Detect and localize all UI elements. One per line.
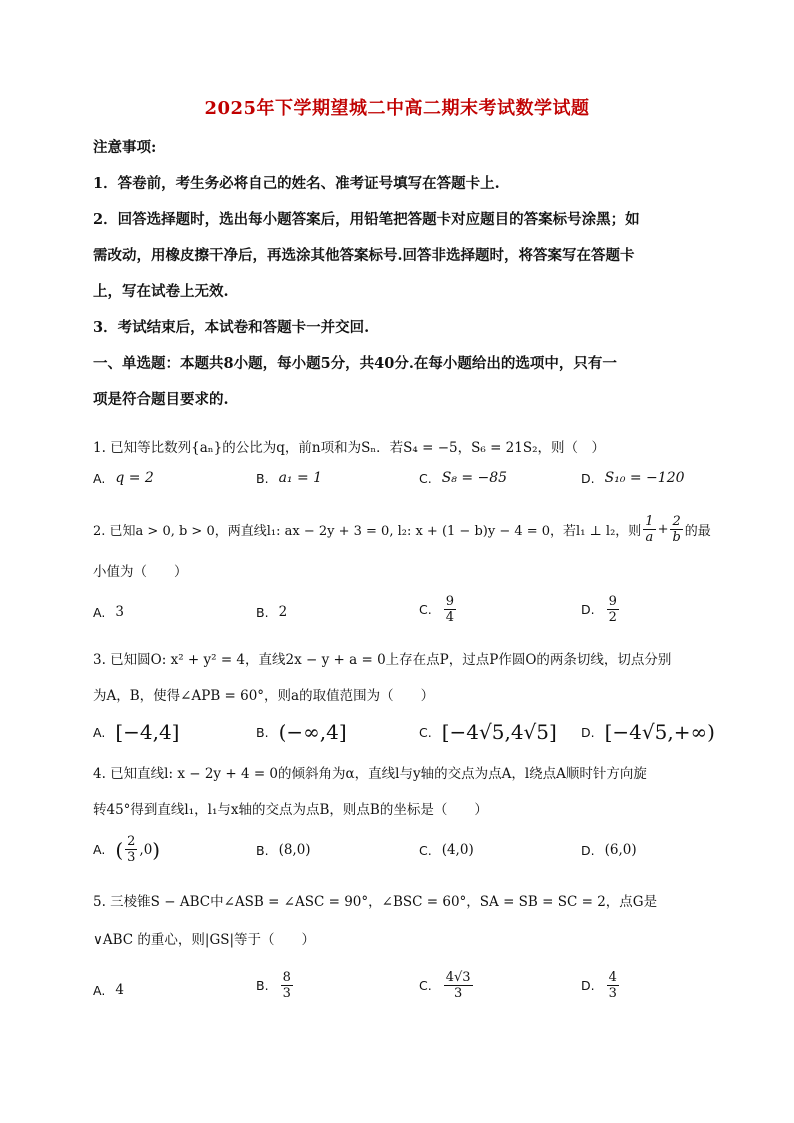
question-5-option-b bbox=[256, 970, 295, 1001]
exam-title: 2025年下学期望城二中高二期末考试数学试题 bbox=[204, 98, 590, 119]
option-label: A. bbox=[93, 724, 106, 740]
option-text: q = 2 bbox=[115, 470, 154, 486]
question-2-stem-part-2: 的最 bbox=[684, 524, 711, 539]
option-label: A. bbox=[93, 470, 106, 486]
option-label: A. bbox=[93, 604, 106, 620]
fraction-denominator: 3 bbox=[608, 986, 617, 1001]
fraction-numerator: 4 bbox=[608, 970, 617, 985]
fraction-denominator: b bbox=[672, 530, 681, 545]
fraction-numerator: 9 bbox=[608, 594, 617, 609]
option-text: (−∞,4] bbox=[278, 720, 347, 744]
option-label: D. bbox=[581, 842, 595, 858]
question-1-option-c bbox=[419, 470, 507, 486]
option-label: D. bbox=[581, 470, 595, 486]
question-5-option-d bbox=[581, 970, 621, 1001]
question-2-stem-part-1: 2. 已知a > 0, b > 0，两直线l₁: ax − 2y + 3 = 0, l₂: x + (1 − b)y − 4 = 0，若l₁ ⊥ l₂，则 bbox=[93, 524, 642, 539]
question-2-fraction-1 bbox=[643, 514, 655, 545]
question-4-option-d bbox=[581, 842, 637, 858]
question-5-option-c bbox=[419, 970, 475, 1001]
question-4-stem-line-1: 4. 已知直线l: x − 2y + 4 = 0的倾斜角为α，直线l与y轴的交点为点A，l绕点A顺时针方向旋 bbox=[93, 766, 647, 782]
option-text: [−4√5,4√5] bbox=[441, 720, 557, 744]
close-paren: ) bbox=[152, 837, 161, 862]
option-text: (6,0) bbox=[604, 842, 637, 858]
question-1-stem: 1. 已知等比数列{aₙ}的公比为q，前n项和为Sₙ．若S₄ = −5，S₆ = 21S₂，则（ ） bbox=[93, 440, 606, 456]
option-text: 2 bbox=[278, 604, 288, 620]
option-fraction bbox=[607, 970, 619, 1001]
question-3-stem-line-2: 为A，B，使得∠APB = 60°，则a的取值范围为（ ） bbox=[93, 688, 435, 704]
option-label: B. bbox=[256, 978, 269, 993]
question-5-stem-line-2: ∨ABC 的重心，则|GS|等于（ ） bbox=[93, 932, 316, 948]
fraction-denominator: a bbox=[645, 530, 654, 545]
question-3-option-b bbox=[256, 720, 347, 744]
fraction-numerator: 2 bbox=[672, 514, 681, 529]
option-label: A. bbox=[93, 842, 106, 857]
question-3-stem-line-1: 3. 已知圆O: x² + y² = 4，直线2x − y + a = 0上存在点P，过点P作圆O的两条切线，切点分别 bbox=[93, 652, 672, 668]
option-text: [−4√5,+∞) bbox=[604, 720, 715, 744]
fraction-denominator: 2 bbox=[608, 610, 617, 625]
notice-item-1: 1．答卷前，考生务必将自己的姓名、准考证号填写在答题卡上. bbox=[93, 175, 500, 192]
notice-item-3: 3．考试结束后，本试卷和答题卡一并交回. bbox=[93, 319, 370, 336]
option-text: 4 bbox=[115, 982, 124, 998]
question-2-fraction-2 bbox=[670, 514, 682, 545]
fraction-denominator: 3 bbox=[127, 850, 136, 865]
question-2-option-a bbox=[93, 604, 124, 620]
notice-heading: 注意事项: bbox=[93, 139, 157, 156]
option-label: C. bbox=[419, 470, 432, 486]
plus-sign: + bbox=[657, 522, 669, 537]
option-text: [−4,4] bbox=[115, 720, 180, 744]
question-5-option-a bbox=[93, 982, 124, 998]
question-2-stem bbox=[93, 514, 711, 545]
option-label: B. bbox=[256, 470, 269, 486]
fraction-numerator: 2 bbox=[127, 834, 136, 849]
question-2-option-b bbox=[256, 604, 287, 620]
option-label: C. bbox=[419, 978, 432, 993]
option-label: D. bbox=[581, 978, 595, 993]
fraction-numerator: 4√3 bbox=[445, 970, 471, 985]
fraction-denominator: 3 bbox=[453, 986, 463, 1001]
fraction-denominator: 3 bbox=[282, 986, 291, 1001]
question-3-option-d bbox=[581, 720, 715, 744]
open-paren: ( bbox=[115, 837, 124, 862]
question-1-option-b bbox=[256, 470, 322, 486]
option-text: (8,0) bbox=[278, 842, 311, 858]
fraction-denominator: 4 bbox=[445, 610, 454, 625]
question-2-option-d bbox=[581, 594, 621, 625]
notice-item-2-line-2: 需改动，用橡皮擦干净后，再选涂其他答案标号.回答非选择题时，将答案写在答题卡 bbox=[93, 247, 635, 264]
option-label: D. bbox=[581, 724, 595, 740]
option-fraction bbox=[444, 970, 473, 1001]
question-4-stem-line-2: 转45°得到直线l₁，l₁与x轴的交点为点B，则点B的坐标是（ ） bbox=[93, 802, 488, 818]
option-label: C. bbox=[419, 842, 432, 858]
option-label: B. bbox=[256, 604, 269, 620]
notice-item-2-line-1: 2．回答选择题时，选出每小题答案后，用铅笔把答题卡对应题目的答案标号涂黑；如 bbox=[93, 211, 640, 228]
question-4-option-c bbox=[419, 842, 474, 858]
question-1-option-a bbox=[93, 470, 154, 486]
option-label: B. bbox=[256, 842, 269, 858]
section-heading-line-1: 一、单选题：本题共8小题，每小题5分，共40分.在每小题给出的选项中，只有一 bbox=[93, 355, 617, 372]
option-fraction bbox=[281, 970, 293, 1001]
section-heading-line-2: 项是符合题目要求的. bbox=[93, 391, 229, 408]
option-label: C. bbox=[419, 724, 432, 740]
option-text: S₈ = −85 bbox=[441, 470, 508, 486]
option-label: B. bbox=[256, 724, 269, 740]
question-2-stem-line-2: 小值为（ ） bbox=[93, 564, 188, 580]
question-4-option-b bbox=[256, 842, 311, 858]
option-fraction bbox=[444, 594, 456, 625]
question-4-option-a bbox=[93, 834, 160, 865]
question-3-option-c bbox=[419, 720, 557, 744]
option-text: (4,0) bbox=[441, 842, 474, 858]
option-label: A. bbox=[93, 982, 106, 998]
option-label: D. bbox=[581, 602, 595, 617]
option-text: a₁ = 1 bbox=[278, 470, 323, 486]
question-5-stem-line-1: 5. 三棱锥S − ABC中∠ASB = ∠ASC = 90°，∠BSC = 60°，SA = SB = SC = 2，点G是 bbox=[93, 894, 658, 910]
question-1-option-d bbox=[581, 470, 685, 486]
option-text: S₁₀ = −120 bbox=[604, 470, 685, 486]
fraction-numerator: 8 bbox=[282, 970, 291, 985]
notice-item-2-line-3: 上，写在试卷上无效. bbox=[93, 283, 229, 300]
question-3-option-a bbox=[93, 720, 179, 744]
fraction-numerator: 1 bbox=[645, 514, 654, 529]
option-text: ,0 bbox=[139, 841, 153, 858]
option-fraction bbox=[125, 834, 137, 865]
question-2-option-c bbox=[419, 594, 458, 625]
option-label: C. bbox=[419, 602, 432, 617]
option-fraction bbox=[607, 594, 619, 625]
option-text: 3 bbox=[115, 604, 124, 620]
fraction-numerator: 9 bbox=[445, 594, 454, 609]
